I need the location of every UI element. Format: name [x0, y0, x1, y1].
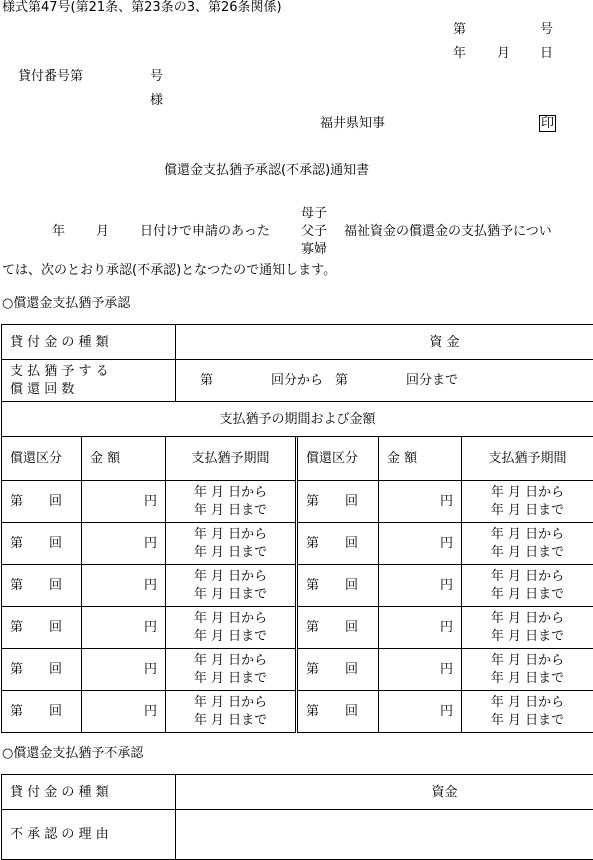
amount-cell-left[interactable]	[82, 649, 166, 691]
family-type-boshi: 母子	[301, 206, 328, 221]
period-to: 年 月 日まで	[193, 544, 268, 560]
issuer-name: 福井県知事	[320, 116, 386, 131]
column-header-amount-left: 金 額	[82, 437, 166, 481]
kai-label: 回	[49, 662, 63, 677]
yen-label: 円	[439, 494, 453, 509]
body-dated-applied: 日付けで申請のあった	[140, 224, 270, 239]
period-from: 年 月 日から	[193, 610, 268, 626]
number-go: 号	[540, 22, 554, 37]
amount-cell-right[interactable]	[379, 565, 462, 607]
kai-label: 回	[49, 536, 63, 551]
period-cell-left[interactable]	[166, 565, 297, 607]
amount-cell-right[interactable]	[379, 607, 462, 649]
family-type-kafu: 寡婦	[301, 242, 328, 257]
repayment-category-left	[2, 565, 82, 607]
disapproval-reason-label: 不 承 認 の 理 由	[2, 810, 176, 860]
amount-cell-left[interactable]	[82, 565, 166, 607]
kai-label: 回	[49, 704, 63, 719]
body-year: 年	[52, 224, 66, 239]
period-from: 年 月 日から	[490, 526, 565, 542]
disapproval-reason-value[interactable]	[176, 810, 593, 860]
period-to: 年 月 日まで	[193, 586, 268, 602]
period-cell-right[interactable]	[462, 565, 593, 607]
repayment-category-right	[297, 607, 379, 649]
dai-label: 第	[306, 578, 320, 593]
loan-type-label: 貸 付 金 の 種 類	[2, 325, 176, 360]
period-from: 年 月 日から	[193, 694, 268, 710]
period-from: 年 月 日から	[193, 652, 268, 668]
kai-label: 回	[345, 578, 359, 593]
repayment-category-right	[297, 523, 379, 565]
yen-label: 円	[143, 536, 157, 551]
defer-count-label-line-1: 支 払 猶 予 す る	[10, 363, 109, 379]
table-row	[2, 565, 593, 607]
repayment-category-right	[297, 481, 379, 523]
period-cell-right[interactable]	[462, 691, 593, 733]
body-fund-phrase: 福祉資金の償還金の支払猶予につい	[344, 224, 552, 239]
approval-table-top	[1, 324, 593, 437]
period-cell-left[interactable]	[166, 649, 297, 691]
period-to: 年 月 日まで	[193, 670, 268, 686]
period-cell-left[interactable]	[166, 523, 297, 565]
approval-period-table	[1, 436, 593, 733]
disapproval-loan-type-label: 貸 付 金 の 種 類	[2, 775, 176, 810]
column-header-category-left: 償還区分	[2, 437, 82, 481]
amount-cell-right[interactable]	[379, 523, 462, 565]
period-to: 年 月 日まで	[193, 502, 268, 518]
yen-label: 円	[143, 494, 157, 509]
column-header-period-right: 支払猶予期間	[462, 437, 593, 481]
amount-cell-left[interactable]	[82, 607, 166, 649]
repayment-category-left	[2, 481, 82, 523]
period-cell-right[interactable]	[462, 649, 593, 691]
dai-label: 第	[10, 662, 24, 677]
loan-number-go: 号	[150, 69, 164, 84]
kai-label: 回	[49, 494, 63, 509]
loan-number-label: 貸付番号第	[18, 69, 84, 84]
dai-label: 第	[306, 620, 320, 635]
yen-label: 円	[439, 704, 453, 719]
kai-label: 回	[49, 578, 63, 593]
yen-label: 円	[439, 662, 453, 677]
period-to: 年 月 日まで	[490, 628, 565, 644]
period-cell-right[interactable]	[462, 523, 593, 565]
period-to: 年 月 日まで	[490, 670, 565, 686]
period-amount-header: 支払猶予の期間および金額	[2, 402, 593, 437]
yen-label: 円	[143, 662, 157, 677]
period-from: 年 月 日から	[490, 484, 565, 500]
period-from: 年 月 日から	[490, 652, 565, 668]
yen-label: 円	[439, 620, 453, 635]
kai-label: 回	[345, 536, 359, 551]
amount-cell-left[interactable]	[82, 691, 166, 733]
period-cell-left[interactable]	[166, 607, 297, 649]
date-day: 日	[540, 46, 554, 61]
date-year: 年	[453, 46, 467, 61]
period-to: 年 月 日まで	[490, 712, 565, 728]
dai-label: 第	[10, 536, 24, 551]
period-from: 年 月 日から	[490, 610, 565, 626]
dai-label: 第	[10, 704, 24, 719]
body-line-2: ては、次のとおり承認(不承認)となつたので通知します。	[2, 263, 337, 278]
seal-mark: 印	[541, 116, 555, 131]
table-row	[2, 481, 593, 523]
period-from: 年 月 日から	[193, 484, 268, 500]
dai-label: 第	[306, 662, 320, 677]
kai-label: 回	[345, 620, 359, 635]
period-from: 年 月 日から	[193, 526, 268, 542]
period-to: 年 月 日まで	[193, 628, 268, 644]
period-to: 年 月 日まで	[490, 586, 565, 602]
repayment-category-right	[297, 649, 379, 691]
amount-cell-right[interactable]	[379, 649, 462, 691]
period-to: 年 月 日まで	[490, 502, 565, 518]
column-header-amount-right: 金 額	[379, 437, 462, 481]
period-from: 年 月 日から	[490, 568, 565, 584]
dai-label: 第	[306, 704, 320, 719]
amount-cell-right[interactable]	[379, 691, 462, 733]
form-id: 様式第47号(第21条、第23条の3、第26条関係)	[2, 0, 282, 15]
period-cell-left[interactable]	[166, 481, 297, 523]
kai-label: 回	[345, 662, 359, 677]
dai-label: 第	[306, 536, 320, 551]
disapproval-table	[1, 774, 593, 860]
period-cell-right[interactable]	[462, 607, 593, 649]
approval-heading: ○償還金支払猶予承認	[2, 296, 131, 311]
period-to: 年 月 日まで	[193, 712, 268, 728]
number-no: 第	[453, 22, 467, 37]
table-row	[2, 607, 593, 649]
period-cell-left[interactable]	[166, 691, 297, 733]
disapproval-heading: ○償還金支払猶予不承認	[2, 746, 144, 761]
repayment-category-left	[2, 607, 82, 649]
repayment-category-left	[2, 649, 82, 691]
kai-label: 回	[345, 704, 359, 719]
dai-label: 第	[10, 620, 24, 635]
loan-type-value: 資 金	[176, 325, 593, 360]
defer-count-value	[176, 360, 593, 402]
dai-label: 第	[306, 494, 320, 509]
document-title: 償還金支払猶予承認(不承認)通知書	[164, 163, 370, 178]
kai-label: 回	[345, 494, 359, 509]
kai-label: 回	[49, 620, 63, 635]
dai-label: 第	[10, 494, 24, 509]
repayment-category-left	[2, 523, 82, 565]
defer-count-label	[2, 360, 176, 402]
amount-cell-left[interactable]	[82, 481, 166, 523]
yen-label: 円	[143, 578, 157, 593]
table-row	[2, 649, 593, 691]
column-header-category-right: 償還区分	[297, 437, 379, 481]
family-type-fushi: 父子	[301, 224, 328, 239]
defer-from-suffix: 回分から	[271, 373, 324, 388]
defer-to-prefix: 第	[335, 373, 349, 388]
table-row	[2, 523, 593, 565]
column-header-period-left: 支払猶予期間	[166, 437, 297, 481]
yen-label: 円	[143, 620, 157, 635]
period-from: 年 月 日から	[490, 694, 565, 710]
date-month: 月	[497, 46, 511, 61]
yen-label: 円	[439, 578, 453, 593]
table-row	[2, 691, 593, 733]
period-from: 年 月 日から	[193, 568, 268, 584]
amount-cell-left[interactable]	[82, 523, 166, 565]
addressee-sama: 様	[150, 93, 164, 108]
body-month: 月	[96, 224, 110, 239]
yen-label: 円	[143, 704, 157, 719]
repayment-category-right	[297, 565, 379, 607]
amount-cell-right[interactable]	[379, 481, 462, 523]
disapproval-loan-type-value: 資金	[176, 775, 593, 810]
defer-count-label-line-2: 償 還 回 数	[10, 381, 75, 397]
defer-from-prefix: 第	[200, 373, 214, 388]
repayment-category-left	[2, 691, 82, 733]
yen-label: 円	[439, 536, 453, 551]
period-to: 年 月 日まで	[490, 544, 565, 560]
repayment-category-right	[297, 691, 379, 733]
defer-to-suffix: 回分まで	[406, 373, 459, 388]
dai-label: 第	[10, 578, 24, 593]
period-cell-right[interactable]	[462, 481, 593, 523]
